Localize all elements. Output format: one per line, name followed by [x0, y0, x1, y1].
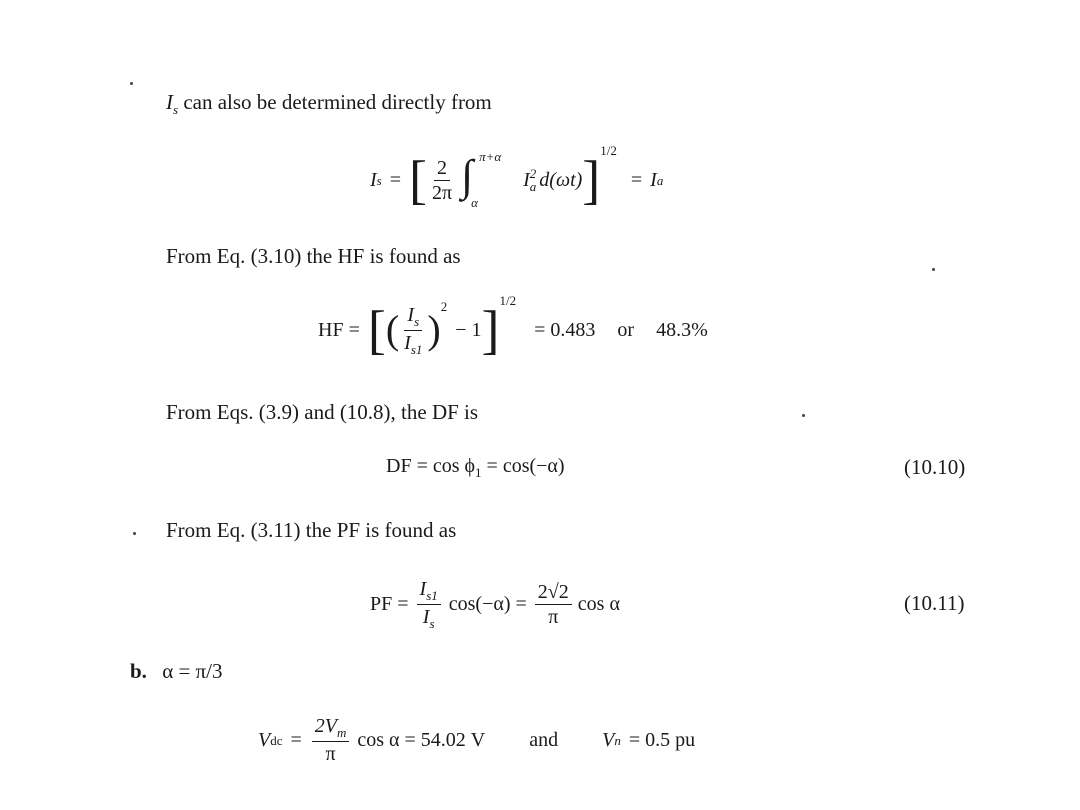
eq-is-lhs-sub: s — [376, 172, 382, 188]
equation-hf — [318, 290, 708, 370]
part-b — [130, 659, 222, 684]
eq-is-power: 1/2 — [600, 143, 617, 158]
equation-number-10-10: (10.10) — [904, 455, 966, 479]
pf-den-2: π — [548, 605, 559, 628]
hf-intro-line: From Eq. (3.10) the HF is found as — [166, 244, 461, 268]
equation-number-10-11: (10.11) — [904, 591, 965, 615]
hf-power: 1/2 — [499, 293, 517, 308]
pf-fraction — [417, 579, 441, 630]
part-b-expr: α = π/3 — [162, 659, 223, 683]
eq-is-equals: = — [389, 169, 402, 191]
part-b-label: b. — [130, 659, 147, 683]
hf-num: I — [407, 303, 415, 326]
right-bracket: ] — [582, 150, 601, 210]
hf-percent: 48.3% — [656, 319, 708, 341]
equation-pf — [370, 566, 620, 642]
is-subscript: s — [173, 102, 179, 117]
pf-lhs: PF = — [370, 593, 409, 615]
df-sub: 1 — [475, 465, 482, 480]
intro-line — [166, 90, 492, 118]
scan-speck — [932, 268, 935, 271]
vdc-and: and — [529, 729, 559, 751]
integral — [457, 149, 502, 210]
vn-sub: n — [614, 732, 621, 748]
hf-left-bracket: [ — [367, 300, 386, 360]
hf-right-bracket: ] — [481, 300, 500, 360]
is-symbol: I — [166, 90, 173, 114]
equation-df — [386, 456, 565, 479]
vdc-lhs: V — [258, 729, 271, 751]
vn-symbol: V — [602, 729, 615, 751]
eq-is-rhs: I — [650, 169, 657, 191]
hf-den-sub: s1 — [410, 341, 423, 357]
integrand-sup: 2 — [529, 166, 537, 181]
hf-left-paren: ( — [385, 307, 400, 352]
eq-is-frac-num: 2 — [434, 158, 450, 181]
scan-speck — [802, 414, 805, 417]
intro-text: can also be determined directly from — [183, 90, 492, 114]
integrand: I — [523, 169, 530, 191]
vdc-rest: cos α = 54.02 V — [357, 729, 486, 751]
pf-tail: cos α — [577, 593, 620, 615]
df-rest: = cos(−α) — [481, 455, 565, 477]
vdc-fraction — [312, 716, 350, 764]
hf-square: 2 — [440, 299, 448, 314]
pf-mid: cos(−α) = — [448, 593, 527, 615]
df-expr: DF = cos ϕ — [386, 455, 476, 477]
hf-result: = 0.483 — [534, 319, 596, 341]
equation-vdc — [258, 704, 695, 776]
df-intro-line: From Eqs. (3.9) and (10.8), the DF is — [166, 400, 479, 424]
vdc-num: 2V — [314, 715, 337, 737]
pf-num-sub: s1 — [426, 587, 438, 603]
eq-is-equals-2: = — [630, 169, 643, 191]
vdc-equals: = — [290, 729, 302, 751]
integrand-sub: a — [529, 179, 537, 194]
integral-lower-limit: α — [471, 195, 478, 210]
pf-den: I — [422, 605, 430, 628]
pf-num: I — [419, 577, 427, 600]
hf-lhs: HF = — [318, 319, 360, 341]
pf-num-2: 2√2 — [535, 582, 572, 605]
hf-den: I — [404, 331, 411, 354]
vn-value: = 0.5 pu — [628, 729, 696, 751]
vdc-num-sub: m — [337, 725, 347, 740]
hf-or: or — [617, 319, 635, 341]
integral-upper-limit: π+α — [479, 149, 502, 164]
integral-sign: ∫ — [461, 151, 474, 200]
hf-right-paren: ) — [427, 307, 441, 352]
eq-is-rhs-sub: a — [656, 172, 664, 188]
pf-den-sub: s — [429, 615, 435, 631]
differential: d(ωt) — [539, 169, 583, 191]
hf-num-sub: s — [414, 313, 420, 329]
pf-intro-line: From Eq. (3.11) the PF is found as — [166, 518, 457, 542]
vdc-den: π — [325, 743, 336, 765]
left-bracket: [ — [409, 150, 427, 210]
hf-fraction — [401, 305, 425, 356]
equation-is — [370, 140, 663, 220]
hf-minus-one: − 1 — [455, 319, 482, 341]
scan-speck — [130, 82, 133, 85]
eq-is-frac-den: 2π — [432, 181, 453, 204]
eq-is-lhs: I — [370, 169, 377, 191]
eq-is-fraction — [429, 158, 455, 203]
pf-fraction-2 — [535, 582, 572, 627]
scan-speck — [133, 532, 136, 535]
vdc-lhs-sub: dc — [270, 732, 283, 748]
